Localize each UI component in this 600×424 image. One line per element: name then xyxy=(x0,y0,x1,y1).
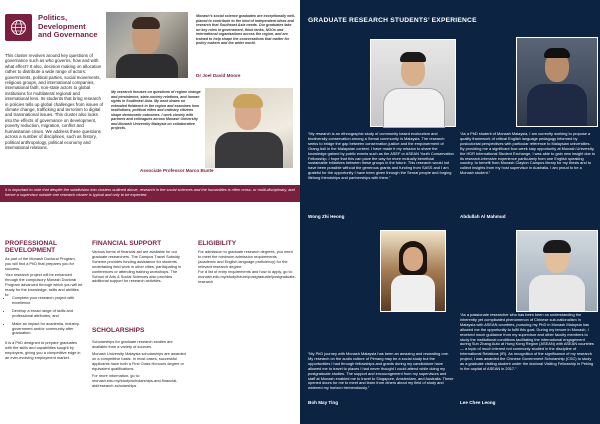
section-title-line: and Governance xyxy=(38,30,98,40)
portrait-photo-boh-may-ting xyxy=(380,230,446,312)
financial-support-heading: FINANCIAL SUPPORT xyxy=(92,240,162,247)
pd-bullet-list xyxy=(5,296,90,339)
list-item: • Complete your research project with excellence xyxy=(12,296,90,306)
quote-marco-bunte: My research focuses on questions of regime change and persistence, state-society relations, and human rights in Southeast Asia. My work draws on extended fieldwork in the region and examines how institutions, political elites and ordinary citizens shape democratic outcomes. I work closely with partners and colleagues across Monash University and Monash University Malaysia on collaborative projects. xyxy=(111,90,201,130)
list-item: • Make an impact for academia, industry, government and/or community after graduation. xyxy=(12,322,90,337)
scholarships-heading: SCHOLARSHIPS xyxy=(92,327,145,334)
scholarships-link-text[interactable]: For more information, go to: monash.edu.my/study/scholarships-and-financial-aid/research-scholarships xyxy=(92,373,178,388)
pd-paragraph-2: Your research project will be enhanced through the compulsory Monash Doctoral Program advanced through which you will be ready for the knowledge, skills and abilities to: xyxy=(5,272,83,297)
portrait-photo-joel-moore xyxy=(106,12,188,78)
heading-line: DEVELOPMENT xyxy=(5,247,56,255)
students-experience-title: GRADUATE RESEARCH STUDENTS’ EXPERIENCE xyxy=(308,17,477,24)
name-marco-bunte: Associate Professor Marco Bunte xyxy=(140,168,214,173)
eligibility-paragraph-1: For admission to graduate research degrees, you need to meet the minimum admission requirements (academic and English language proficiency) for the relevant research degree. xyxy=(198,249,293,269)
name-wong-zhi-heong: Wong Zhi Heong xyxy=(308,214,345,219)
testimonial-boh-may-ting: “My PhD journey with Monash Malaysia has been an amazing and rewarding one. My research on the audio culture of Penang may be a social study but the opportunities I had through fellowships and grants during my candidature have allowed me to travel to places I had never thought I could attend while doing my postgraduate studies. The support and encouragement from my supervisors and staff at Monash enabled me to travel to Singapore, Amsterdam, and Australia. These opened doors for me to meet and learn from others about my field of study and widened my horizon tremendously.” xyxy=(308,351,454,391)
financial-support-text: Various forms of financial aid are available for our graduate researchers. The Campus Travel Subsidy Scheme provides funding assistance for students undertaking field work in other cities, participating in conferences or attending training workshops. The School of Arts & Social Sciences also provides additional support for research activities. xyxy=(92,249,182,284)
scholarships-paragraph-1: Scholarships for graduate research studies are available from a variety of sources. xyxy=(92,339,173,349)
section-title-line: Development xyxy=(38,21,86,31)
testimonial-lee-chee-leong: “As a passionate researcher who has been keen on understanding the inherently yet complicated phenomenon of Chinese sub-nationalism in Malaysia with ASEAN countries, pursuing my PhD in Monash Malaysia has allowed me the opportunity to fulfil this goal. During my tenure in Monash, I received much guidance from my supervisor and other faculty members to study the institutional conditions facilitating the international engagement during Sun Zhang Auto at Hong Kong Region (ASEAN) with ASEAN countries — a topic of much interest not commonly studied in the discipline of International Relations (IR). As recognition of the significance of my research project, I was awarded the Chinese Government Scholarship (CSC) to study as a graduate visiting student under the doctoral Visiting Fellowship in Peking in the capital of ASEAN in 2017.” xyxy=(460,312,594,371)
section-title-line: Politics, xyxy=(38,13,68,22)
portrait-photo-marco-bunte xyxy=(205,88,293,168)
name-joel-moore: Dr Joel David Moore xyxy=(196,73,241,78)
quote-joel-moore: Monash’s social science graduates are exceptionally well-placed to contribute to the kind of independent ideas and research that Southeast Asia needs. Our graduates take on key roles in government, think tanks, NGOs and international organisations across the region, and are trained to help shape the conversations that matter for policy makers and the wider world. xyxy=(196,14,296,45)
testimonial-abdullah-al-mahmud: “As a PhD student of Monash Malaysia, I am currently working to propose a quality framework of critical English language pedagogy informed by postcolonial perspectives with particular reference to Malaysian universities. By providing me a significant four-week stay opportunity at Monash University, the HDR International Student Exchange, I was able to gain new insight due to its research-intensive experience particularly from one English speaking country, to benefit from Monash Clayton Campus library for my thesis and to collect insights from my host supervisor in Australia. I am proud to be a Monash student.” xyxy=(460,131,596,176)
scholarships-paragraph-2: Monash University Malaysia scholarships are awarded on a competitive basis. In most cases, successful applicants have both a First Class Honours degree or equivalent qualifications. xyxy=(92,351,186,371)
pd-paragraph-3: It is a PhD designed to prepare graduates with the skills and capabilities sought by employers, giving you a competitive edge in an ever-evolving employment market. xyxy=(5,340,81,360)
name-abdullah-al-mahmud: Abdullah Al Mahmud xyxy=(460,214,506,219)
eligibility-heading: ELIGIBILITY xyxy=(198,240,237,247)
portrait-photo-lee-chee-leong xyxy=(516,230,598,312)
list-item: • Develop a broad range of skills and professional attributes, and xyxy=(12,309,90,319)
cluster-icon-box xyxy=(5,14,32,41)
eligibility-link-text[interactable]: For a list of entry requirements and how to apply, go to: monash.edu.my/study/future/postgraduate/postgraduate-research xyxy=(198,269,296,284)
heading-line: PROFESSIONAL xyxy=(5,240,58,247)
globe-people-icon xyxy=(9,18,28,37)
name-boh-may-ting: Boh May Ting xyxy=(308,400,339,405)
portrait-photo-wong-zhi-heong xyxy=(370,39,456,127)
name-lee-chee-leong: Lee Chee Leong xyxy=(460,400,496,405)
testimonial-wong-zhi-heong: “My research is an ethnographic study of community based ecotourism and biodiversity conservation among a Semai community in Malaysia. The research seeks to bridge the gap between conservation justice and the empowerment of Orang Asli in the Malaysian context. I have made it my mission to share the knowledge gained by public events such as the ASEF or ASEAN Youth Conservation Fellowship. I hope that this can pave the way for more mutually beneficial sustainable initiatives between these groups in the future. This research would not have been possible without the generous grants and funding from SASS and I am grateful for the opportunity I have been given through the Semai people and forging lifelong friendships and partnerships with them.” xyxy=(308,131,454,181)
note-band-text: It is important to note that despite the subdivision into clusters outlined above, research in the social sciences and the humanities is often cross- or multi-disciplinary, and hence a supervisor outside one research cluster is typical and only to be expected. xyxy=(5,187,295,197)
portrait-photo-abdullah-al-mahmud xyxy=(516,37,598,127)
professional-development-heading xyxy=(5,240,85,255)
pd-paragraph-1: As part of the Monash Doctoral Program, you will find a PhD that prepares you for success. xyxy=(5,256,76,271)
cluster-intro-text: This cluster revolves around key questions of governance such as who governs, how and with what effect? It also, decision making on allocation rather to distribute a wide range of actors: governments, political parties, social movements, religious groups, and international companies, international faith, non-state actors to global institutions for multilateral regional and international lens. Its students that bring research in policies tells up global challenges from issues of climate change, trafficking and terrorism to digital and transnational issues. This cluster also looks into the effects of governance on development, poverty reduction, migration, conflict and humanitarian crises. We address these questions across a number of disciplines, such as history, political anthropology, political economy and international relations. xyxy=(5,53,104,150)
